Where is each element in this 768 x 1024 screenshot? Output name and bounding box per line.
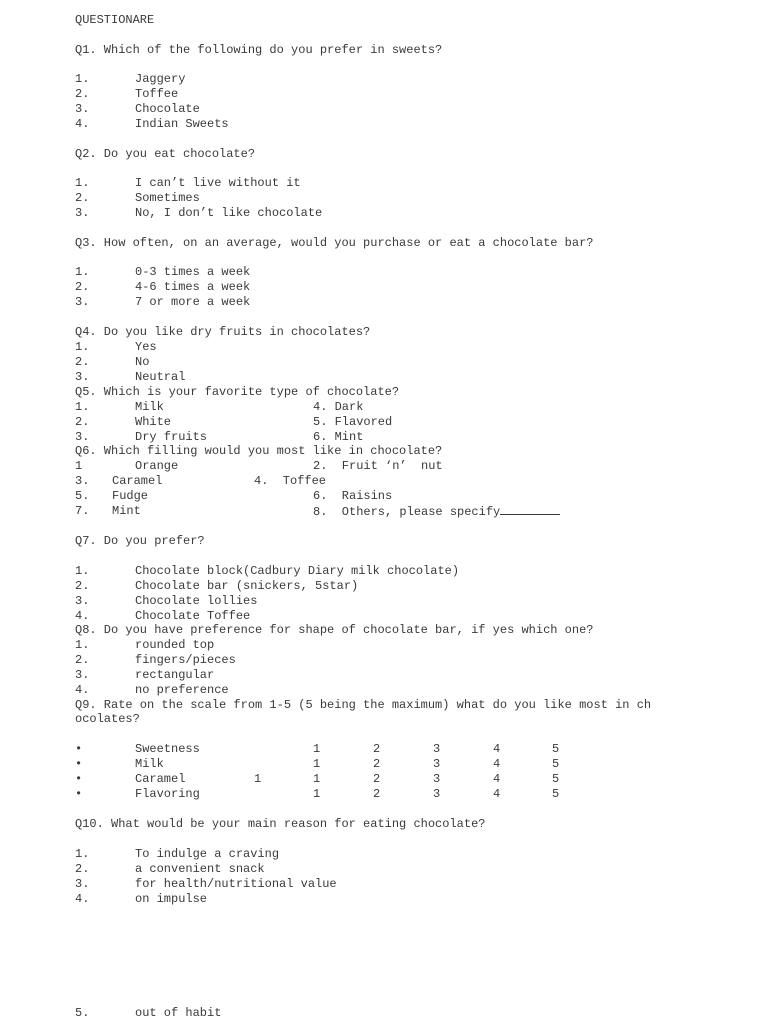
q9-rating-value: 4 <box>493 742 501 756</box>
q8-option-text: rounded top <box>135 638 215 652</box>
q9-bullet: • <box>75 757 83 771</box>
q5-option-text: Milk <box>135 400 164 414</box>
q9-rating-value: 3 <box>433 772 441 786</box>
q8-option-number: 4. <box>75 683 90 697</box>
q10-option-number: 4. <box>75 892 90 906</box>
q3-question: Q3. How often, on an average, would you purchase or eat a chocolate bar? <box>75 236 594 250</box>
q7-option-number: 2. <box>75 579 90 593</box>
q6-other-label: 8. Others, please specify <box>313 505 501 519</box>
q4-option-number: 2. <box>75 355 90 369</box>
q2-option-number: 3. <box>75 206 90 220</box>
q9-rating-value: 5 <box>552 772 560 786</box>
q9-rating-label: Milk <box>135 757 164 771</box>
q9-rating-value: 1 <box>313 742 321 756</box>
q6-option-right: 6. Raisins <box>313 489 393 503</box>
q9-rating-value: 4 <box>493 757 501 771</box>
q9-rating-value: 2 <box>373 787 381 801</box>
q10-question: Q10. What would be your main reason for eating chocolate? <box>75 817 486 831</box>
q10-option-text: To indulge a craving <box>135 847 280 861</box>
q10-option-number: 1. <box>75 847 90 861</box>
q8-option-number: 3. <box>75 668 90 682</box>
q3-option-number: 1. <box>75 265 90 279</box>
q6-option-number: 7. <box>75 504 90 518</box>
q6-option-right: 2. Fruit ‘n’ nut <box>313 459 443 473</box>
q3-option-text: 0-3 times a week <box>135 265 251 279</box>
q9-rating-value: 5 <box>552 757 560 771</box>
q1-option-text: Jaggery <box>135 72 186 86</box>
q8-option-text: no preference <box>135 683 229 697</box>
q8-option-text: rectangular <box>135 668 215 682</box>
q9-rating-value: 3 <box>433 742 441 756</box>
q6-option-text: Orange <box>135 459 179 473</box>
q9-rating-value: 5 <box>552 787 560 801</box>
q9-rating-value: 1 <box>313 787 321 801</box>
q4-option-text: Neutral <box>135 370 186 384</box>
q6-option-number: 1 <box>75 459 83 473</box>
q5-option-text: Dry fruits <box>135 430 208 444</box>
q7-question: Q7. Do you prefer? <box>75 534 205 548</box>
q2-option-text: I can’t live without it <box>135 176 301 190</box>
q2-option-text: Sometimes <box>135 191 200 205</box>
q6-option-right: 4. Toffee <box>254 474 327 488</box>
q6-option-right <box>313 504 560 519</box>
q1-option-text: Toffee <box>135 87 179 101</box>
q9-rating-value: 3 <box>433 757 441 771</box>
q8-option-number: 1. <box>75 638 90 652</box>
q7-option-text: Chocolate bar (snickers, 5star) <box>135 579 359 593</box>
q7-option-text: Chocolate block(Cadbury Diary milk chocolate) <box>135 564 460 578</box>
q8-question: Q8. Do you have preference for shape of chocolate bar, if yes which one? <box>75 623 594 637</box>
q3-option-text: 7 or more a week <box>135 295 251 309</box>
q6-option-text: Fudge <box>112 489 149 503</box>
q5-question: Q5. Which is your favorite type of chocolate? <box>75 385 400 399</box>
q3-option-text: 4-6 times a week <box>135 280 251 294</box>
q3-option-number: 3. <box>75 295 90 309</box>
q9-rating-value: 3 <box>433 787 441 801</box>
q4-option-text: No <box>135 355 150 369</box>
q9-rating-label: Sweetness <box>135 742 200 756</box>
q5-option-right: 5. Flavored <box>313 415 393 429</box>
q9-bullet: • <box>75 772 83 786</box>
q9-question-line1: Q9. Rate on the scale from 1-5 (5 being the maximum) what do you like most in ch <box>75 698 652 712</box>
q9-bullet: • <box>75 742 83 756</box>
q1-option-number: 2. <box>75 87 90 101</box>
q1-option-number: 3. <box>75 102 90 116</box>
q5-option-right: 6. Mint <box>313 430 364 444</box>
q4-option-number: 3. <box>75 370 90 384</box>
q6-option-text: Caramel <box>112 474 163 488</box>
q5-option-text: White <box>135 415 172 429</box>
q2-option-text: No, I don’t like chocolate <box>135 206 323 220</box>
q4-option-text: Yes <box>135 340 157 354</box>
q10-option-text: for health/nutritional value <box>135 877 337 891</box>
q6-specify-blank <box>500 504 560 515</box>
q10-option-text: on impulse <box>135 892 208 906</box>
q7-option-number: 1. <box>75 564 90 578</box>
q1-option-number: 4. <box>75 117 90 131</box>
q6-option-number: 5. <box>75 489 90 503</box>
q10-option-text: a convenient snack <box>135 862 265 876</box>
q6-option-number: 3. <box>75 474 90 488</box>
q6-option-text: Mint <box>112 504 141 518</box>
q7-option-number: 4. <box>75 609 90 623</box>
q9-question-line2: ocolates? <box>75 712 140 726</box>
q1-question: Q1. Which of the following do you prefer in sweets? <box>75 43 443 57</box>
q9-rating-value: 1 <box>254 772 262 786</box>
q6-question: Q6. Which filling would you most like in chocolate? <box>75 444 443 458</box>
q7-option-text: Chocolate Toffee <box>135 609 251 623</box>
q5-option-right: 4. Dark <box>313 400 364 414</box>
q1-option-text: Indian Sweets <box>135 117 229 131</box>
q9-rating-value: 4 <box>493 787 501 801</box>
q5-option-number: 3. <box>75 430 90 444</box>
q5-option-number: 2. <box>75 415 90 429</box>
q9-rating-label: Flavoring <box>135 787 200 801</box>
q9-rating-value: 4 <box>493 772 501 786</box>
q9-rating-value: 5 <box>552 742 560 756</box>
q4-question: Q4. Do you like dry fruits in chocolates? <box>75 325 371 339</box>
q3-option-number: 2. <box>75 280 90 294</box>
q1-option-text: Chocolate <box>135 102 200 116</box>
q9-rating-label: Caramel <box>135 772 186 786</box>
q9-rating-value: 2 <box>373 742 381 756</box>
q8-option-text: fingers/pieces <box>135 653 236 667</box>
q2-question: Q2. Do you eat chocolate? <box>75 147 256 161</box>
q5-option-number: 1. <box>75 400 90 414</box>
q9-rating-value: 2 <box>373 757 381 771</box>
q8-option-number: 2. <box>75 653 90 667</box>
document-title: QUESTIONARE <box>75 13 155 27</box>
q10-option-number: 3. <box>75 877 90 891</box>
q7-option-number: 3. <box>75 594 90 608</box>
q9-rating-value: 1 <box>313 757 321 771</box>
q9-bullet: • <box>75 787 83 801</box>
q7-option-text: Chocolate lollies <box>135 594 258 608</box>
q2-option-number: 2. <box>75 191 90 205</box>
q10-option-number: 5. <box>75 1006 90 1020</box>
q10-option-text: out of habit <box>135 1006 222 1020</box>
q10-option-number: 2. <box>75 862 90 876</box>
q9-rating-value: 1 <box>313 772 321 786</box>
q4-option-number: 1. <box>75 340 90 354</box>
q9-rating-value: 2 <box>373 772 381 786</box>
q2-option-number: 1. <box>75 176 90 190</box>
q1-option-number: 1. <box>75 72 90 86</box>
